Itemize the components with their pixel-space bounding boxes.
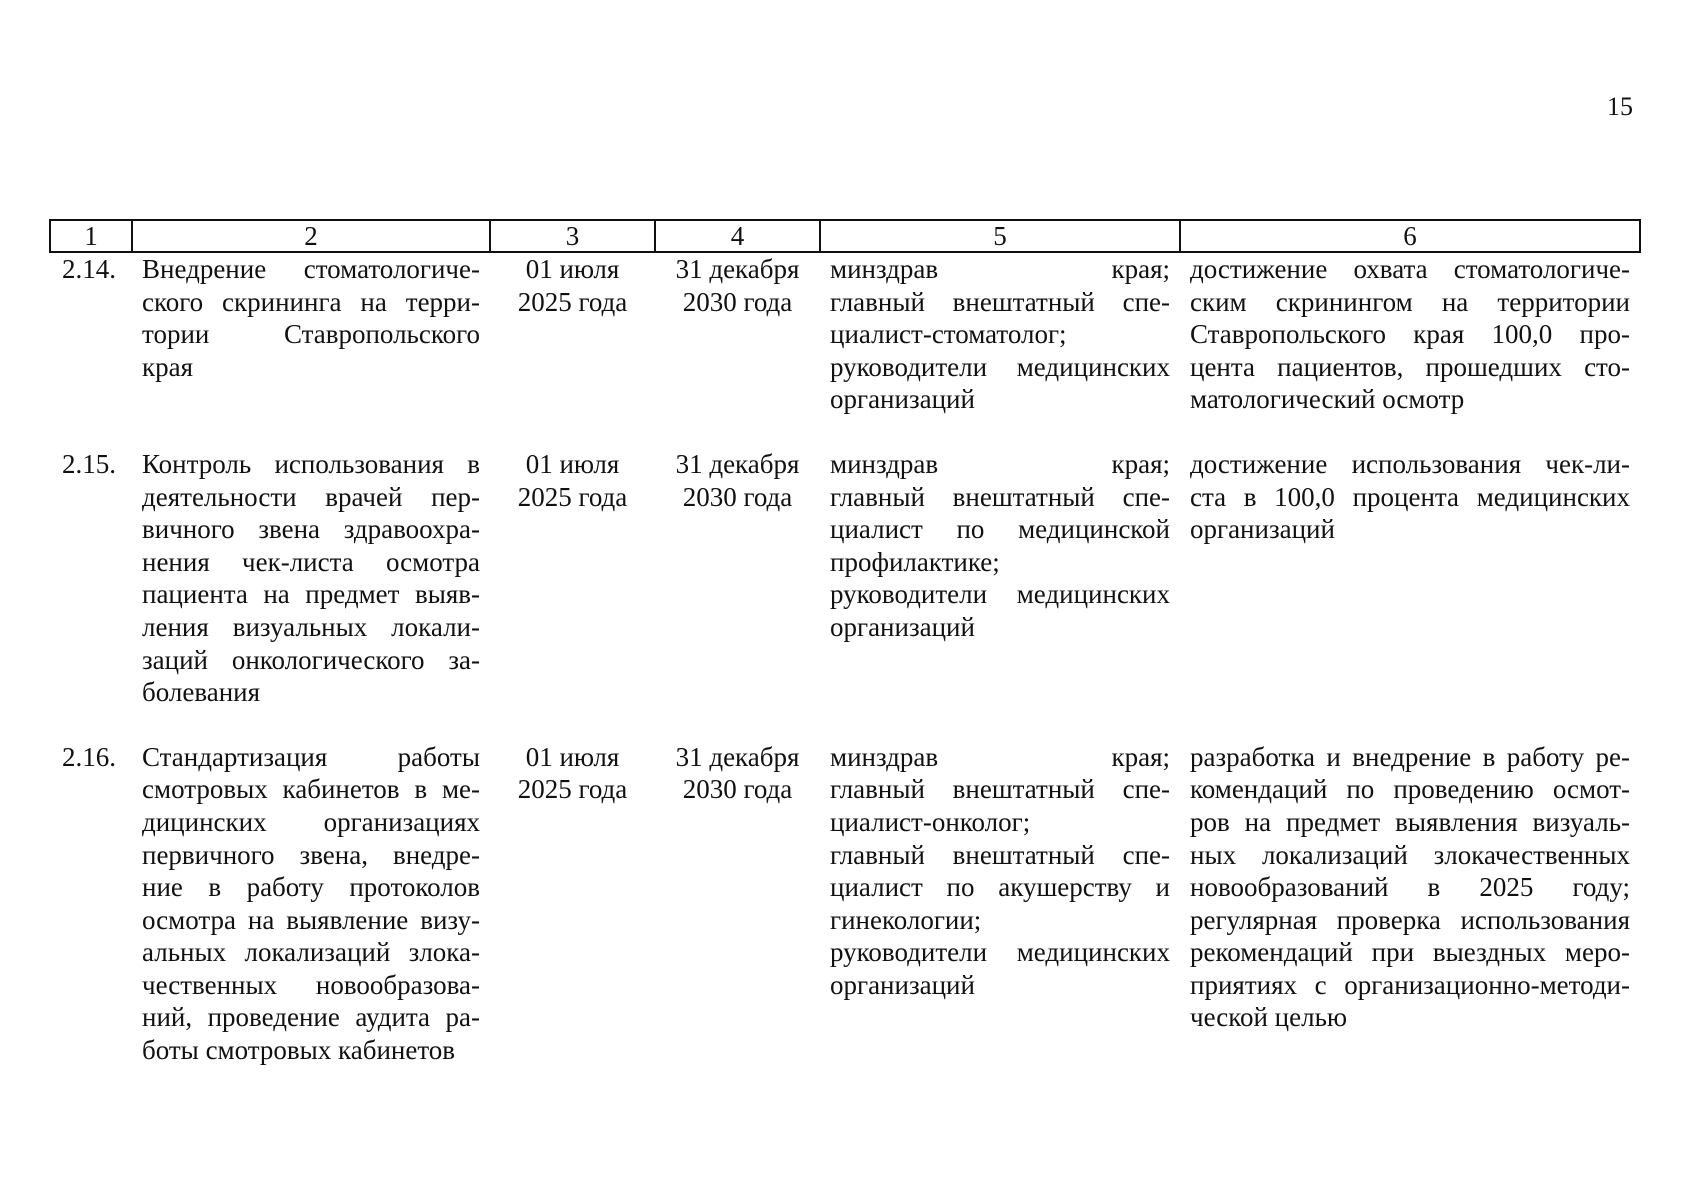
- activity-description-line: альных локализаций злока-: [142, 937, 480, 968]
- start-date-line: 2025 года: [517, 774, 628, 805]
- expected-result-line: достижение охвата стоматологиче-: [1190, 254, 1630, 284]
- expected-result-line: ским скринингом на территории: [1190, 286, 1630, 317]
- expected-result-line: рекомендаций при выездных меро-: [1190, 937, 1630, 968]
- item-number: 2.15.: [62, 448, 116, 479]
- activity-description-line: края: [142, 351, 194, 382]
- column-number-header-row: [50, 220, 1640, 252]
- activity-description-line: Стандартизация работы: [142, 741, 480, 772]
- table-row: [50, 741, 1640, 1099]
- column-header-5: 5: [820, 220, 1180, 252]
- expected-result-line: Ставропольского края 100,0 про-: [1190, 319, 1630, 350]
- item-number: 2.14.: [62, 254, 116, 284]
- activity-description-line: ления визуальных локали-: [142, 611, 480, 642]
- activity-description-line: болевания: [142, 677, 261, 708]
- activity-description-line: Контроль использования в: [142, 448, 480, 479]
- item-number-cell: [50, 448, 132, 741]
- item-number-cell: [50, 252, 132, 448]
- activity-description-cell: [132, 252, 490, 448]
- column-header-4: 4: [655, 220, 820, 252]
- table-row: [50, 252, 1640, 448]
- expected-result-line: организаций: [1190, 514, 1335, 545]
- responsible-parties-line: минздрав края;: [830, 741, 1170, 772]
- start-date-cell: [490, 741, 655, 1099]
- responsible-parties-line: организаций: [830, 969, 975, 1000]
- activity-description-line: Внедрение стоматологиче-: [142, 254, 480, 284]
- start-date-cell: [490, 252, 655, 448]
- activity-description-line: боты смотровых кабинетов: [142, 1035, 456, 1066]
- activity-description-line: вичного звена здравоохра-: [142, 514, 480, 545]
- responsible-parties-line: организаций: [830, 611, 975, 642]
- activity-description-line: ние в работу протоколов: [142, 872, 480, 903]
- responsible-parties-line: руководители медицинских: [830, 579, 1170, 610]
- responsible-parties-line: циалист по медицинской: [830, 514, 1170, 545]
- end-date-line: 31 декабря: [675, 448, 800, 479]
- expected-result-line: разработка и внедрение в работу ре-: [1190, 741, 1630, 772]
- expected-result-cell: [1180, 448, 1640, 741]
- table-body: [50, 252, 1640, 1099]
- measures-table-container: [49, 219, 1639, 1099]
- responsible-parties-line: минздрав края;: [830, 448, 1170, 479]
- end-date-line: 31 декабря: [675, 741, 800, 772]
- expected-result-line: комендаций по проведению осмот-: [1190, 774, 1630, 805]
- responsible-parties-cell: [820, 741, 1180, 1099]
- expected-result-line: новообразований в 2025 году;: [1190, 872, 1630, 903]
- activity-description-line: дицинских организациях: [142, 806, 480, 837]
- start-date-line: 01 июля: [525, 448, 620, 479]
- page-number: 15: [1607, 92, 1633, 121]
- end-date-cell: [655, 448, 820, 741]
- activity-description-line: смотровых кабинетов в ме-: [142, 774, 480, 805]
- start-date-line: 2025 года: [517, 481, 628, 512]
- responsible-parties-line: гинекологии;: [830, 904, 982, 935]
- activity-description-line: пациента на предмет выяв-: [142, 579, 480, 610]
- start-date-line: 01 июля: [525, 254, 620, 284]
- responsible-parties-line: циалист по акушерству и: [830, 872, 1170, 903]
- item-number: 2.16.: [62, 741, 116, 772]
- end-date-line: 31 декабря: [675, 254, 800, 284]
- column-header-3: 3: [490, 220, 655, 252]
- start-date-line: 2025 года: [517, 286, 628, 317]
- end-date-cell: [655, 252, 820, 448]
- activity-description-line: первичного звена, внедре-: [142, 839, 480, 870]
- activity-description-line: нения чек-листа осмотра: [142, 546, 480, 577]
- responsible-parties-line: руководители медицинских: [830, 351, 1170, 382]
- item-number-cell: [50, 741, 132, 1099]
- responsible-parties-line: циалист-стоматолог;: [830, 319, 1067, 350]
- end-date-line: 2030 года: [682, 286, 793, 317]
- responsible-parties-cell: [820, 252, 1180, 448]
- activity-description-line: осмотра на выявление визу-: [142, 904, 480, 935]
- expected-result-cell: [1180, 252, 1640, 448]
- column-header-6: 6: [1180, 220, 1640, 252]
- expected-result-line: достижение использования чек-ли-: [1190, 448, 1630, 479]
- expected-result-cell: [1180, 741, 1640, 1099]
- activity-description-cell: [132, 741, 490, 1099]
- responsible-parties-line: руководители медицинских: [830, 937, 1170, 968]
- expected-result-line: ных локализаций злокачественных: [1190, 839, 1630, 870]
- responsible-parties-line: главный внештатный спе-: [830, 774, 1170, 805]
- activity-description-line: чественных новообразова-: [142, 969, 480, 1000]
- expected-result-line: регулярная проверка использования: [1190, 904, 1630, 935]
- responsible-parties-line: главный внештатный спе-: [830, 286, 1170, 317]
- responsible-parties-line: минздрав края;: [830, 254, 1170, 284]
- responsible-parties-line: циалист-онколог;: [830, 806, 1031, 837]
- expected-result-line: приятиях с организационно-методи-: [1190, 969, 1630, 1000]
- end-date-line: 2030 года: [682, 774, 793, 805]
- start-date-line: 01 июля: [525, 741, 620, 772]
- responsible-parties-line: главный внештатный спе-: [830, 481, 1170, 512]
- activity-description-cell: [132, 448, 490, 741]
- column-header-1: 1: [50, 220, 132, 252]
- end-date-line: 2030 года: [682, 481, 793, 512]
- responsible-parties-line: профилактике;: [830, 546, 1000, 577]
- activity-description-line: ского скрининга на терри-: [142, 286, 480, 317]
- start-date-cell: [490, 448, 655, 741]
- expected-result-line: цента пациентов, прошедших сто-: [1190, 351, 1630, 382]
- expected-result-line: ста в 100,0 процента медицинских: [1190, 481, 1630, 512]
- responsible-parties-cell: [820, 448, 1180, 741]
- activity-description-line: заций онкологического за-: [142, 644, 480, 675]
- responsible-parties-line: организаций: [830, 384, 975, 415]
- expected-result-line: ческой целью: [1190, 1002, 1348, 1033]
- expected-result-line: ров на предмет выявления визуаль-: [1190, 806, 1630, 837]
- measures-table: [49, 219, 1641, 1099]
- responsible-parties-line: главный внештатный спе-: [830, 839, 1170, 870]
- column-header-2: 2: [132, 220, 490, 252]
- end-date-cell: [655, 741, 820, 1099]
- activity-description-line: ний, проведение аудита ра-: [142, 1002, 480, 1033]
- table-row: [50, 448, 1640, 741]
- activity-description-line: деятельности врачей пер-: [142, 481, 480, 512]
- activity-description-line: тории Ставропольского: [142, 319, 480, 350]
- expected-result-line: матологический осмотр: [1190, 384, 1465, 415]
